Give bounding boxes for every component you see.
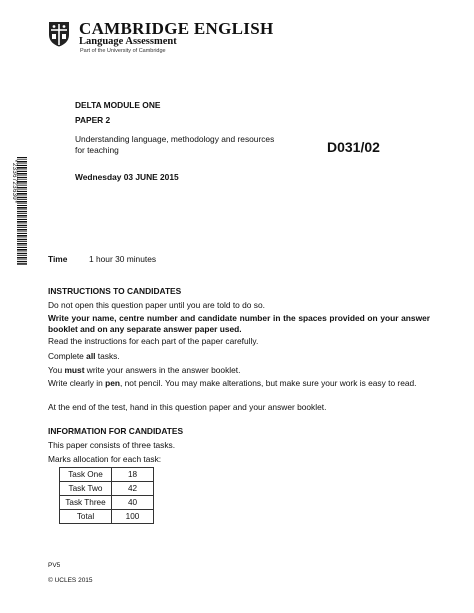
information-marks-allocation: Marks allocation for each task: — [48, 454, 162, 464]
paper-description-line1: Understanding language, methodology and resources — [75, 134, 275, 144]
task-marks-cell: 42 — [112, 482, 154, 496]
task-name-cell: Task Two — [60, 482, 112, 496]
exam-date: Wednesday 03 JUNE 2015 — [75, 172, 179, 182]
cambridge-crest-logo — [48, 21, 70, 47]
instruction-hand-in: At the end of the test, hand in this question paper and your answer booklet. — [48, 402, 327, 412]
instructions-heading: INSTRUCTIONS TO CANDIDATES — [48, 286, 182, 296]
task-marks-cell: 18 — [112, 468, 154, 482]
copyright: © UCLES 2015 — [48, 577, 93, 584]
table-row — [60, 482, 154, 496]
instruction-write-clearly: Write clearly in pen, not pencil. You may make alterations, but make sure your work is easy to read. — [48, 378, 417, 388]
barcode-number: *2336723630* — [11, 159, 18, 204]
time-value: 1 hour 30 minutes — [89, 254, 157, 264]
instruction-complete-all: Complete all tasks. — [48, 351, 120, 361]
paper-description-line2: for teaching — [75, 145, 119, 155]
barcode — [8, 157, 28, 265]
information-three-tasks: This paper consists of three tasks. — [48, 440, 176, 450]
marks-table — [59, 467, 154, 524]
instruction-no-open: Do not open this question paper until you are told to do so. — [48, 300, 265, 310]
paper-number: PAPER 2 — [75, 115, 111, 125]
table-row — [60, 468, 154, 482]
module-name: DELTA MODULE ONE — [75, 100, 161, 110]
information-heading: INFORMATION FOR CANDIDATES — [48, 426, 184, 436]
task-name-cell: Task Three — [60, 496, 112, 510]
brand-subtitle: Language Assessment — [79, 36, 177, 47]
paper-code: D031/02 — [327, 139, 380, 155]
total-label-cell: Total — [60, 510, 112, 524]
task-name-cell: Task One — [60, 468, 112, 482]
time-label: Time — [48, 254, 68, 264]
instruction-read: Read the instructions for each part of the paper carefully. — [48, 336, 259, 346]
footer-code: PV5 — [48, 562, 61, 569]
table-row — [60, 496, 154, 510]
task-marks-cell: 40 — [112, 496, 154, 510]
total-marks-cell: 100 — [112, 510, 154, 524]
brand-title: CAMBRIDGE ENGLISH — [79, 19, 274, 38]
table-row — [60, 510, 154, 524]
instruction-must-write: You must write your answers in the answer booklet. — [48, 365, 241, 375]
brand-affiliation: Part of the University of Cambridge — [80, 48, 166, 54]
instruction-write-name: Write your name, centre number and candidate number in the spaces provided on your answer booklet and on any separate answer paper used. — [48, 313, 430, 334]
